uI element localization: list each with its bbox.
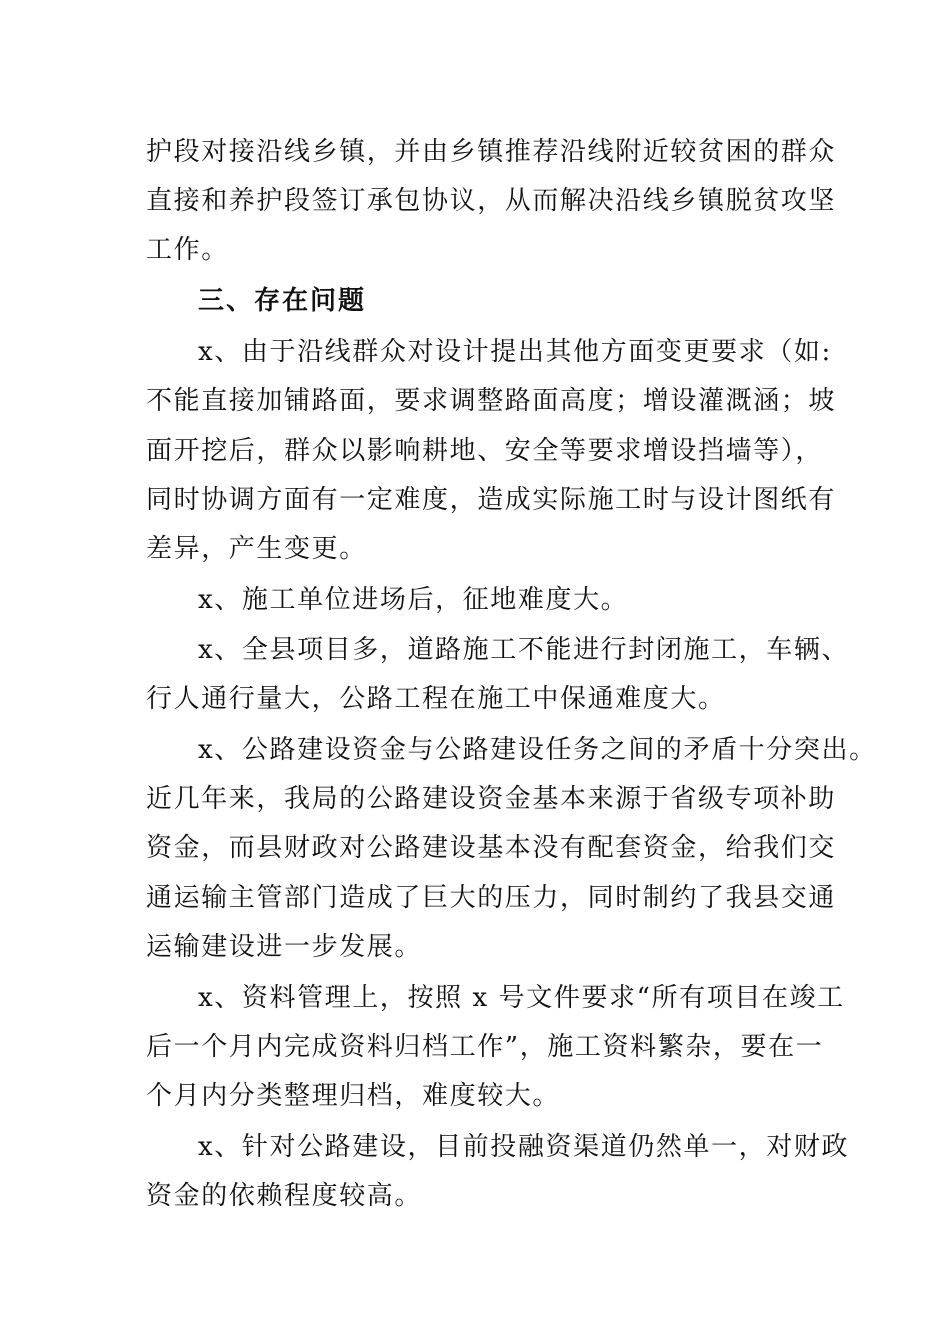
paragraph-line: x、公路建设资金与公路建设任务之间的矛盾十分突出。: [198, 735, 877, 765]
paragraph-line: 直接和养护段签订承包协议，从而解决沿线乡镇脱贫攻坚: [146, 186, 837, 216]
paragraph-line: x、施工单位进场后，征地难度大。: [198, 585, 629, 615]
paragraph-line: x、针对公路建设，目前投融资渠道仍然单一，对财政: [198, 1132, 850, 1162]
paragraph-line: 同时协调方面有一定难度，造成实际施工时与设计图纸有: [146, 485, 837, 515]
paragraph-line: 工作。: [146, 235, 229, 265]
paragraph-line: 资金，而县财政对公路建设基本没有配套资金，给我们交: [146, 833, 837, 863]
paragraph-line: x、资料管理上，按照 x 号文件要求“所有项目在竣工: [198, 983, 845, 1013]
paragraph-line: 通运输主管部门造成了巨大的压力，同时制约了我县交通: [146, 883, 837, 913]
section-heading: 三、存在问题: [198, 286, 367, 316]
paragraph-line: 近几年来，我局的公路建设资金基本来源于省级专项补助: [146, 784, 837, 814]
paragraph-line: 行人通行量大，公路工程在施工中保通难度大。: [146, 684, 726, 714]
paragraph-line: 面开挖后，群众以影响耕地、安全等要求增设挡墙等），: [146, 436, 824, 466]
paragraph-line: x、全县项目多，道路施工不能进行封闭施工，车辆、: [198, 635, 850, 665]
paragraph-line: 资金的依赖程度较高。: [146, 1181, 423, 1211]
paragraph-line: 差异，产生变更。: [146, 534, 367, 564]
paragraph-line: 个月内分类整理归档，难度较大。: [146, 1081, 561, 1111]
paragraph-line: 后一个月内完成资料归档工作”，施工资料繁杂，要在一: [146, 1032, 824, 1062]
paragraph-line: 不能直接加铺路面，要求调整路面高度；增设灌溉涵；坡: [146, 386, 837, 416]
paragraph-line: x、由于沿线群众对设计提出其他方面变更要求（如:: [198, 337, 832, 367]
paragraph-line: 运输建设进一步发展。: [146, 932, 423, 962]
paragraph-line: 护段对接沿线乡镇，并由乡镇推荐沿线附近较贫困的群众: [146, 137, 837, 167]
